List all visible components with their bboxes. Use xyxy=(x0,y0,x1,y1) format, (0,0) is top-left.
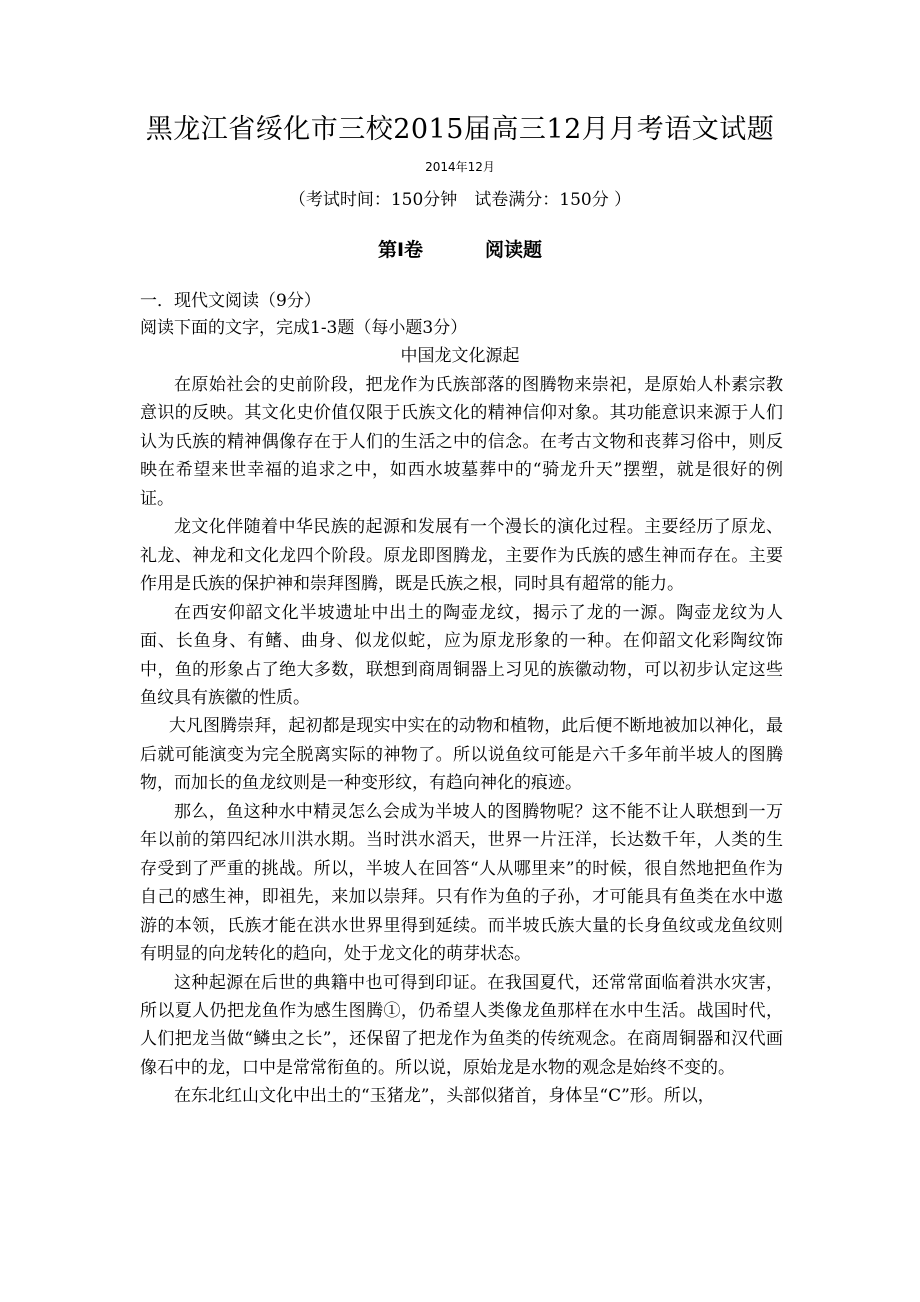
article-title: 中国龙文化源起 xyxy=(400,346,520,366)
paragraph: 在原始社会的史前阶段，把龙作为氏族部落的图腾物来崇祀，是原始人朴素宗教意识的反映。其文化史价值仅限于氏族文化的精神信仰对象。其功能意识来源于人们认为氏族的精神偶像存在于人们的生活之中的信念。在考古文物和丧葬习俗中，则反映在希望来世幸福的追求之中，如西水坡墓葬中的“骑龙升天”摆塑，就是很好的例证。 xyxy=(140,375,783,509)
part-heading xyxy=(0,236,920,264)
section-heading: 一．现代文阅读（9分） xyxy=(140,291,321,311)
paragraph: 龙文化伴随着中华民族的起源和发展有一个漫长的演化过程。主要经历了原龙、礼龙、神龙和文化龙四个阶段。原龙即图腾龙，主要作为氏族的感生神而存在。主要作用是氏族的保护神和崇拜图腾，既是氏族之根，同时具有超常的能力。 xyxy=(140,517,783,595)
paragraph: 大凡图腾崇拜，起初都是现实中实在的动物和植物，此后便不断地被加以神化，最后就可能演变为完全脱离实际的神物了。所以说鱼纹可能是六千多年前半坡人的图腾物，而加长的鱼龙纹则是一种变形纹，有趋向神化的痕迹。 xyxy=(140,716,783,794)
document-date: 2014年12月 xyxy=(425,160,495,174)
paragraph: 在东北红山文化中出土的“玉猪龙”，头部似猪首，身体呈“C”形。所以， xyxy=(174,1086,715,1107)
document-title: 黑龙江省绥化市三校2015届高三12月月考语文试题 xyxy=(145,114,775,145)
paragraph: 那么，鱼这种水中精灵怎么会成为半坡人的图腾物呢？这不能不让人联想到一万年以前的第四纪冰川洪水期。当时洪水滔天，世界一片汪洋，长达数千年，人类的生存受到了严重的挑战。所以，半坡人在回答“人从哪里来”的时候，很自然地把鱼作为自己的感生神，即祖先，来加以崇拜。只有作为鱼的子孙，才可能具有鱼类在水中遨游的本领，氏族才能在洪水世界里得到延续。而半坡氏族大量的长身鱼纹或龙鱼纹则有明显的向龙转化的趋向，处于龙文化的萌芽状态。 xyxy=(140,801,783,965)
part-label: 第Ⅰ卷 xyxy=(377,239,424,261)
exam-info: （考试时间：150分钟 试卷满分：150分 ） xyxy=(288,190,632,210)
reading-instruction: 阅读下面的文字，完成1-3题（每小题3分） xyxy=(140,318,468,338)
part-name: 阅读题 xyxy=(485,239,543,261)
paragraph: 在西安仰韶文化半坡遗址中出土的陶壶龙纹，揭示了龙的一源。陶壶龙纹为人面、长鱼身、有鳍、曲身、似龙似蛇，应为原龙形象的一种。在仰韶文化彩陶纹饰中，鱼的形象占了绝大多数，联想到商周铜器上习见的族徽动物，可以初步认定这些鱼纹具有族徽的性质。 xyxy=(140,602,783,708)
paragraph: 这种起源在后世的典籍中也可得到印证。在我国夏代，还常常面临着洪水灾害，所以夏人仍把龙鱼作为感生图腾①，仍希望人类像龙鱼那样在水中生活。战国时代，人们把龙当做“鳞虫之长”，还保留了把龙作为鱼类的传统观念。在商周铜器和汉代画像石中的龙，口中是常常衔鱼的。所以说，原始龙是水物的观念是始终不变的。 xyxy=(140,972,783,1078)
article-body xyxy=(140,371,783,1111)
